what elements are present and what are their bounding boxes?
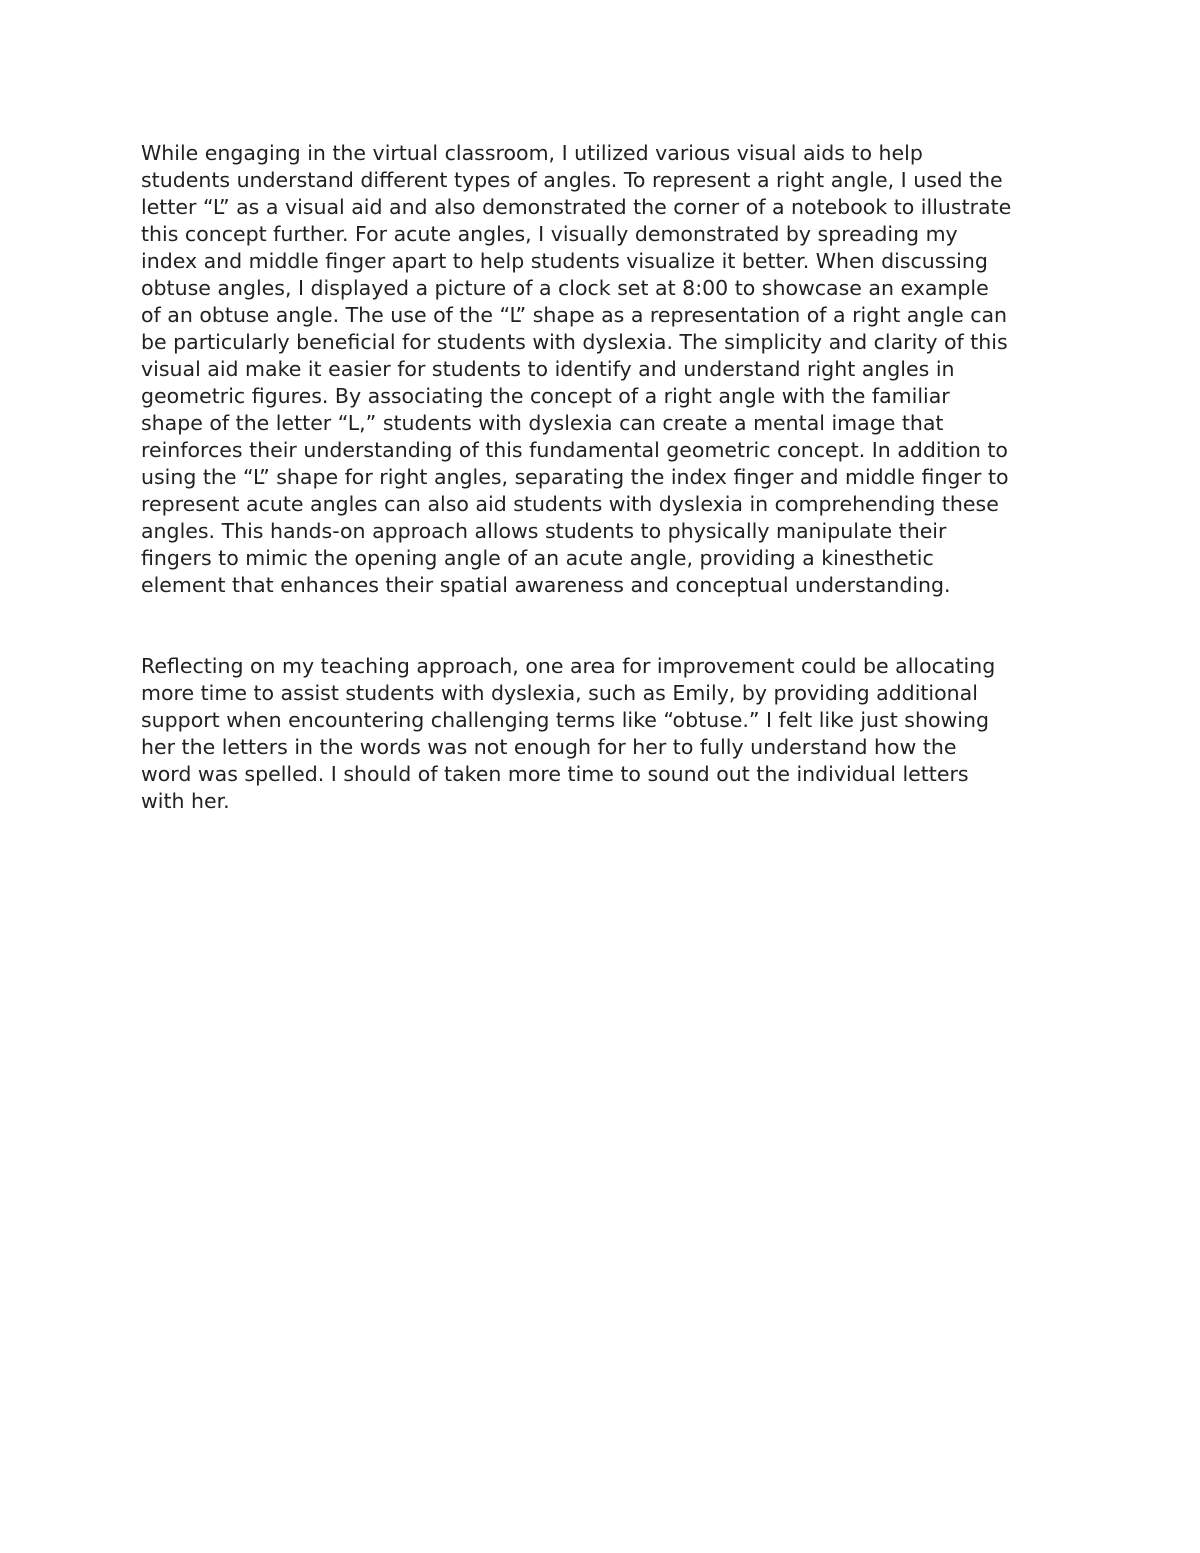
paragraph-line: letter “L” as a visual aid and also demonstrated the corner of a notebook to illustrate [141, 195, 1012, 219]
paragraph-line: word was spelled. I should of taken more time to sound out the individual letters [141, 762, 969, 786]
paragraph-line: index and middle finger apart to help students visualize it better. When discussing [141, 249, 988, 273]
paragraph-line: her the letters in the words was not enough for her to fully understand how the [141, 735, 957, 759]
paragraph-line: support when encountering challenging terms like “obtuse.” I felt like just showing [141, 708, 989, 732]
paragraph-line: more time to assist students with dyslexia, such as Emily, by providing additional [141, 681, 978, 705]
paragraph-1 [141, 140, 1081, 599]
paragraph-line: of an obtuse angle. The use of the “L” shape as a representation of a right angle can [141, 303, 1008, 327]
paragraph-line: visual aid make it easier for students to identify and understand right angles in [141, 357, 955, 381]
paragraph-line: obtuse angles, I displayed a picture of a clock set at 8:00 to showcase an example [141, 276, 989, 300]
paragraph-line: fingers to mimic the opening angle of an acute angle, providing a kinesthetic [141, 546, 934, 570]
paragraph-line: Reflecting on my teaching approach, one area for improvement could be allocating [141, 654, 996, 678]
paragraph-line: element that enhances their spatial awareness and conceptual understanding. [141, 573, 951, 597]
paragraph-line: shape of the letter “L,” students with dyslexia can create a mental image that [141, 411, 944, 435]
paragraph-line: angles. This hands-on approach allows students to physically manipulate their [141, 519, 947, 543]
paragraph-line: this concept further. For acute angles, I visually demonstrated by spreading my [141, 222, 958, 246]
paragraph-line: using the “L” shape for right angles, separating the index finger and middle finger to [141, 465, 1009, 489]
paragraph-line: represent acute angles can also aid students with dyslexia in comprehending these [141, 492, 999, 516]
document-body [141, 140, 1081, 815]
paragraph-line: be particularly beneficial for students with dyslexia. The simplicity and clarity of this [141, 330, 1008, 354]
paragraph-line: geometric figures. By associating the concept of a right angle with the familiar [141, 384, 950, 408]
paragraph-line: reinforces their understanding of this fundamental geometric concept. In addition to [141, 438, 1008, 462]
paragraph-2 [141, 653, 1081, 815]
paragraph-line: with her. [141, 789, 230, 813]
paragraph-line: students understand different types of angles. To represent a right angle, I used the [141, 168, 1003, 192]
paragraph-line: While engaging in the virtual classroom, I utilized various visual aids to help [141, 141, 923, 165]
